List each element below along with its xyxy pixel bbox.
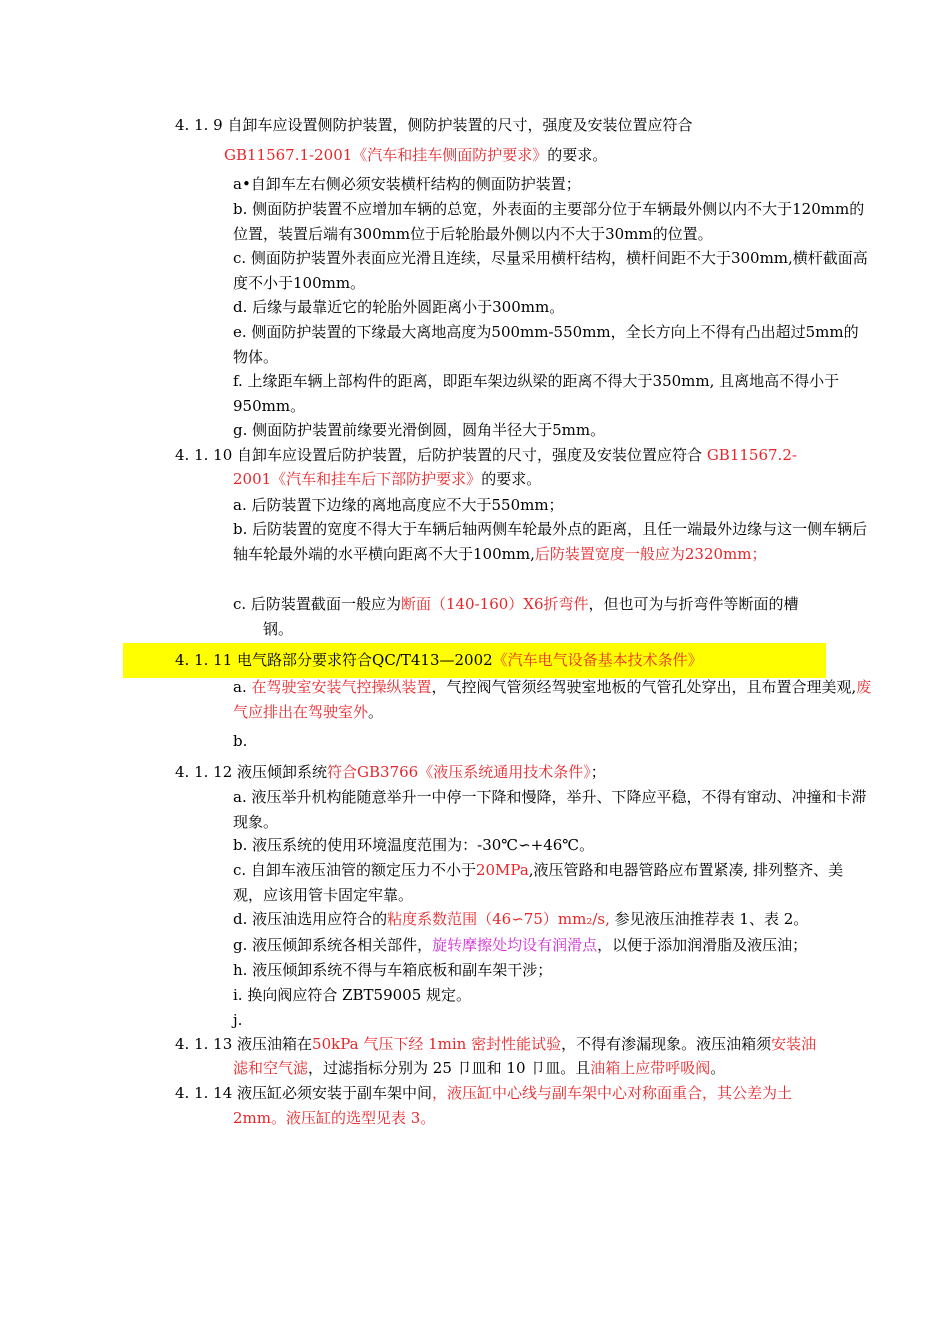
- highlight-text: 2mm。液压缸的选型见表 3: [233, 1109, 421, 1127]
- clause-text: 液压缸必须安装于副车架中间: [237, 1084, 433, 1102]
- highlight-text: 油箱上应带呼吸阀: [590, 1059, 711, 1077]
- clause-text: 自卸车应设置侧防护装置，侧防护装置的尺寸，强度及安装位置应符合: [227, 116, 693, 134]
- item-text: a.: [233, 678, 252, 696]
- clause-number: 4. 1. 10: [175, 446, 233, 464]
- highlight-text: 安装油: [771, 1035, 817, 1053]
- clause-text: 的要求。: [481, 470, 542, 488]
- item-a: a. 液压举升机构能随意举升一中停一下降和慢降，举升、下降应平稳，不得有窜动、冲撞和卡滞现象。: [233, 788, 867, 831]
- clause-4-1-11-line1: [175, 648, 875, 673]
- item-b: [233, 517, 873, 567]
- item-text: ，以便于添加润滑脂及液压油；: [597, 936, 808, 954]
- item-c: c. 侧面防护装置外表面应光滑且连续，尽量采用横杆结构，横杆间距不大于300mm,横杆截面高度不小于100mm。: [233, 249, 868, 292]
- item-d: [233, 907, 808, 932]
- item-text: c. 自卸车液压油管的额定压力不小于: [233, 861, 476, 879]
- highlight-text: 在驾驶室安装气控操纵装置: [251, 678, 432, 696]
- item-text: 。: [368, 703, 384, 721]
- item-b: b. 液压系统的使用环境温度范围为：-30℃∽+46℃。: [233, 836, 595, 854]
- item-i: i. 换向阀应符合 ZBT59005 规定。: [233, 986, 472, 1004]
- standard-reference: GB11567.2-: [706, 446, 797, 464]
- clause-text: ，过滤指标分别为 25 卩皿和 10 卩皿。且: [308, 1059, 591, 1077]
- highlight-text: 旋转摩擦处均设有润滑点: [432, 936, 598, 954]
- item-text: ，但也可为与折弯件等断面的槽: [588, 595, 799, 613]
- highlight-text: 滤和空气滤: [233, 1059, 309, 1077]
- item-text: ，气控阀气管须经驾驶室地板的气管孔处穿出，且布置合理美观,: [431, 678, 857, 696]
- standard-reference: GB11567.1-2001《汽车和挂车侧面防护要求》: [224, 146, 548, 164]
- item-e: e. 侧面防护装置的下缘最大离地高度为500mm-550mm，全长方向上不得有凸出超过5mm的物体。: [233, 323, 859, 366]
- item-a: [233, 675, 873, 725]
- clause-4-1-12-line1: [175, 760, 875, 785]
- item-c-cont: 钢。: [263, 620, 294, 638]
- clause-text: 。: [420, 1109, 436, 1127]
- item-d: d. 后缘与最靠近它的轮胎外圆距离小于300mm。: [233, 298, 565, 316]
- standard-reference: 《汽车电气设备基本技术条件》: [492, 651, 703, 669]
- item-text: 参见液压油推荐表 1、表 2。: [609, 910, 809, 928]
- highlight-text: 断面（140-160）X6折弯件: [400, 595, 589, 613]
- clause-4-1-9-line1: [175, 113, 875, 138]
- clause-text: ，不得有渗漏现象。液压油箱须: [561, 1035, 772, 1053]
- clause-number: 4. 1. 9: [175, 116, 223, 134]
- item-j: j.: [233, 1011, 243, 1029]
- item-a: a. 后防装置下边缘的离地高度应不大于550mm；: [233, 496, 564, 514]
- highlight-text: 20MPa: [475, 861, 529, 879]
- highlight-text: 粘度系数范围（46∽75）mm₂/s,: [387, 910, 610, 928]
- clause-text: 的要求。: [547, 146, 608, 164]
- item-text: ,液压管路和电器管路应布置紧凑, 排列整齐、美观，应该用管卡固定牢靠。: [233, 861, 844, 904]
- clause-text: 液压油箱在: [237, 1035, 313, 1053]
- clause-4-1-13-line2: [233, 1056, 725, 1081]
- item-a: a•自卸车左右侧必须安装横杆结构的侧面防护装置；: [233, 175, 581, 193]
- item-text: b. 后防装置的宽度不得大于车辆后轴两侧车轮最外点的距离，且任一端最外边缘与这一侧车辆后轴车轮最外端的水平横向距离不大于100mm,: [233, 520, 868, 563]
- item-c: [233, 592, 799, 617]
- clause-text: 自卸车应设置后防护装置，后防护装置的尺寸，强度及安装位置应符合: [237, 446, 703, 464]
- clause-4-1-9-line2: [224, 143, 607, 168]
- item-h: h. 液压倾卸系统不得与车箱底板和副车架干涉；: [233, 961, 553, 979]
- clause-number: 4. 1. 14: [175, 1084, 233, 1102]
- clause-4-1-10-line1: [175, 443, 875, 468]
- standard-reference: 2001《汽车和挂车后下部防护要求》: [233, 470, 482, 488]
- clause-text: 电气路部分要求符合QC/T413—2002: [237, 651, 493, 669]
- clause-number: 4. 1. 11: [175, 651, 233, 669]
- clause-4-1-10-line2: [233, 467, 541, 492]
- clause-4-1-14-line1: [175, 1081, 875, 1106]
- item-text: d. 液压油选用应符合的: [233, 910, 388, 928]
- item-g: g. 侧面防护装置前缘要光滑倒圆，圆角半径大于5mm。: [233, 421, 606, 439]
- clause-number: 4. 1. 12: [175, 763, 233, 781]
- item-b: b. 侧面防护装置不应增加车辆的总宽，外表面的主要部分位于车辆最外侧以内不大于120mm的位置，装置后端有300mm位于后轮胎最外侧以内不大于30mm的位置。: [233, 200, 865, 243]
- highlight-text: 后防装置宽度一般应为2320mm；: [534, 545, 767, 563]
- clause-text: 液压倾卸系统: [237, 763, 328, 781]
- clause-number: 4. 1. 13: [175, 1035, 233, 1053]
- highlight-text: 50kPa 气压下经 1min 密封性能试验: [312, 1035, 562, 1053]
- item-f: f. 上缘距车辆上部构件的距离，即距车架边纵梁的距离不得大于350mm, 且离地高不得小于950mm。: [233, 372, 840, 415]
- clause-4-1-14-line2: [233, 1106, 435, 1131]
- item-g: [233, 933, 807, 958]
- clause-text: ；: [590, 763, 606, 781]
- item-text: g. 液压倾卸系统各相关部件，: [233, 936, 433, 954]
- standard-reference: 符合GB3766《液压系统通用技术条件》: [327, 763, 591, 781]
- highlight-text: ，液压缸中心线与副车架中心对称面重合，其公差为土: [432, 1084, 793, 1102]
- item-text: c. 后防装置截面一般应为: [233, 595, 401, 613]
- highlight-text: 废气应排出在驾驶室外: [233, 678, 872, 721]
- clause-text: 。: [710, 1059, 726, 1077]
- item-b: b.: [233, 732, 248, 750]
- clause-4-1-13-line1: [175, 1032, 875, 1057]
- item-c: [233, 858, 873, 908]
